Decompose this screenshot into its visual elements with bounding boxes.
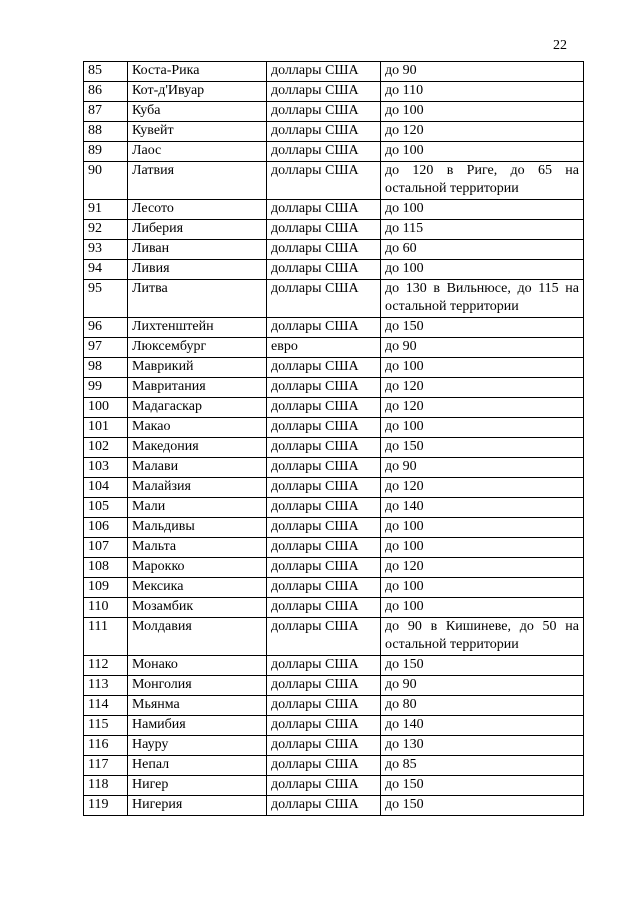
country-cell: Непал — [128, 756, 267, 776]
row-number-cell: 105 — [84, 498, 128, 518]
amount-cell: до 60 — [381, 240, 584, 260]
amount-cell: до 100 — [381, 142, 584, 162]
table-row — [84, 358, 584, 378]
country-cell: Мьянма — [128, 696, 267, 716]
currency-cell: доллары США — [267, 358, 381, 378]
country-cell: Лесото — [128, 200, 267, 220]
row-number-cell: 97 — [84, 338, 128, 358]
row-number-cell: 85 — [84, 62, 128, 82]
country-cell: Мальдивы — [128, 518, 267, 538]
country-cell: Латвия — [128, 162, 267, 200]
country-cell: Либерия — [128, 220, 267, 240]
currency-cell: доллары США — [267, 756, 381, 776]
row-number-cell: 86 — [84, 82, 128, 102]
currency-cell: доллары США — [267, 318, 381, 338]
currency-cell: доллары США — [267, 676, 381, 696]
country-cell: Марокко — [128, 558, 267, 578]
table-row — [84, 220, 584, 240]
table-row — [84, 736, 584, 756]
currency-cell: доллары США — [267, 578, 381, 598]
table-row — [84, 598, 584, 618]
table-row — [84, 82, 584, 102]
row-number-cell: 111 — [84, 618, 128, 656]
amount-cell: до 90 — [381, 62, 584, 82]
row-number-cell: 88 — [84, 122, 128, 142]
country-cell: Мавритания — [128, 378, 267, 398]
table-row — [84, 122, 584, 142]
table-row — [84, 142, 584, 162]
table-row — [84, 478, 584, 498]
amount-cell: до 100 — [381, 598, 584, 618]
table-row — [84, 796, 584, 816]
country-cell: Мадагаскар — [128, 398, 267, 418]
currency-cell: доллары США — [267, 82, 381, 102]
table-row — [84, 558, 584, 578]
amount-cell: до 80 — [381, 696, 584, 716]
table-row — [84, 418, 584, 438]
table-row — [84, 62, 584, 82]
amount-cell: до 90 — [381, 338, 584, 358]
currency-cell: доллары США — [267, 162, 381, 200]
row-number-cell: 89 — [84, 142, 128, 162]
table-row — [84, 240, 584, 260]
country-cell: Нигерия — [128, 796, 267, 816]
row-number-cell: 99 — [84, 378, 128, 398]
row-number-cell: 110 — [84, 598, 128, 618]
table-row — [84, 538, 584, 558]
row-number-cell: 115 — [84, 716, 128, 736]
row-number-cell: 95 — [84, 280, 128, 318]
amount-cell: до 120 — [381, 558, 584, 578]
table-row — [84, 378, 584, 398]
amount-cell: до 90 в Кишиневе, до 50 на остальной территории — [381, 618, 584, 656]
amount-cell: до 110 — [381, 82, 584, 102]
country-cell: Лихтенштейн — [128, 318, 267, 338]
table-row — [84, 458, 584, 478]
row-number-cell: 108 — [84, 558, 128, 578]
row-number-cell: 118 — [84, 776, 128, 796]
amount-cell: до 90 — [381, 676, 584, 696]
currency-cell: доллары США — [267, 458, 381, 478]
table-row — [84, 438, 584, 458]
row-number-cell: 113 — [84, 676, 128, 696]
row-number-cell: 98 — [84, 358, 128, 378]
row-number-cell: 112 — [84, 656, 128, 676]
country-cell: Кот-д'Ивуар — [128, 82, 267, 102]
country-cell: Монголия — [128, 676, 267, 696]
row-number-cell: 116 — [84, 736, 128, 756]
table-row — [84, 498, 584, 518]
country-cell: Куба — [128, 102, 267, 122]
row-number-cell: 90 — [84, 162, 128, 200]
currency-cell: доллары США — [267, 656, 381, 676]
currency-cell: доллары США — [267, 378, 381, 398]
table-row — [84, 102, 584, 122]
amount-cell: до 90 — [381, 458, 584, 478]
amount-cell: до 140 — [381, 498, 584, 518]
currency-cell: доллары США — [267, 220, 381, 240]
amount-cell: до 100 — [381, 518, 584, 538]
currency-cell: доллары США — [267, 776, 381, 796]
table-row — [84, 776, 584, 796]
row-number-cell: 91 — [84, 200, 128, 220]
amount-cell: до 100 — [381, 418, 584, 438]
currency-cell: доллары США — [267, 240, 381, 260]
currency-cell: доллары США — [267, 280, 381, 318]
currency-cell: доллары США — [267, 122, 381, 142]
page-number: 22 — [553, 38, 567, 53]
amount-cell: до 100 — [381, 578, 584, 598]
table-row — [84, 162, 584, 200]
table-row — [84, 318, 584, 338]
row-number-cell: 94 — [84, 260, 128, 280]
row-number-cell: 102 — [84, 438, 128, 458]
table-row — [84, 578, 584, 598]
country-allowance-table — [83, 61, 584, 816]
country-cell: Кувейт — [128, 122, 267, 142]
country-cell: Намибия — [128, 716, 267, 736]
country-cell: Люксембург — [128, 338, 267, 358]
currency-cell: доллары США — [267, 200, 381, 220]
amount-cell: до 85 — [381, 756, 584, 776]
row-number-cell: 103 — [84, 458, 128, 478]
table-row — [84, 280, 584, 318]
row-number-cell: 107 — [84, 538, 128, 558]
amount-cell: до 100 — [381, 260, 584, 280]
row-number-cell: 114 — [84, 696, 128, 716]
table-row — [84, 618, 584, 656]
country-cell: Маврикий — [128, 358, 267, 378]
table-row — [84, 656, 584, 676]
country-cell: Мали — [128, 498, 267, 518]
amount-cell: до 100 — [381, 200, 584, 220]
country-cell: Науру — [128, 736, 267, 756]
country-cell: Нигер — [128, 776, 267, 796]
country-cell: Ливан — [128, 240, 267, 260]
currency-cell: доллары США — [267, 538, 381, 558]
currency-cell: доллары США — [267, 438, 381, 458]
country-cell: Лаос — [128, 142, 267, 162]
table-row — [84, 676, 584, 696]
country-cell: Мозамбик — [128, 598, 267, 618]
country-cell: Малайзия — [128, 478, 267, 498]
row-number-cell: 101 — [84, 418, 128, 438]
amount-cell: до 130 — [381, 736, 584, 756]
row-number-cell: 92 — [84, 220, 128, 240]
amount-cell: до 150 — [381, 656, 584, 676]
country-cell: Молдавия — [128, 618, 267, 656]
row-number-cell: 93 — [84, 240, 128, 260]
amount-cell: до 150 — [381, 318, 584, 338]
row-number-cell: 109 — [84, 578, 128, 598]
currency-cell: доллары США — [267, 618, 381, 656]
currency-cell: доллары США — [267, 558, 381, 578]
row-number-cell: 117 — [84, 756, 128, 776]
amount-cell: до 120 в Риге, до 65 на остальной территории — [381, 162, 584, 200]
currency-cell: доллары США — [267, 418, 381, 438]
currency-cell: доллары США — [267, 102, 381, 122]
amount-cell: до 100 — [381, 358, 584, 378]
table-row — [84, 260, 584, 280]
amount-cell: до 120 — [381, 122, 584, 142]
row-number-cell: 106 — [84, 518, 128, 538]
amount-cell: до 115 — [381, 220, 584, 240]
table-row — [84, 518, 584, 538]
currency-cell: доллары США — [267, 498, 381, 518]
table-row — [84, 716, 584, 736]
currency-cell: доллары США — [267, 398, 381, 418]
currency-cell: доллары США — [267, 716, 381, 736]
country-cell: Коста-Рика — [128, 62, 267, 82]
table-row — [84, 398, 584, 418]
row-number-cell: 96 — [84, 318, 128, 338]
amount-cell: до 100 — [381, 538, 584, 558]
currency-cell: доллары США — [267, 260, 381, 280]
amount-cell: до 120 — [381, 398, 584, 418]
table-row — [84, 338, 584, 358]
currency-cell: доллары США — [267, 696, 381, 716]
country-cell: Мексика — [128, 578, 267, 598]
currency-cell: евро — [267, 338, 381, 358]
country-cell: Макао — [128, 418, 267, 438]
amount-cell: до 150 — [381, 776, 584, 796]
country-cell: Македония — [128, 438, 267, 458]
country-cell: Литва — [128, 280, 267, 318]
table-row — [84, 696, 584, 716]
currency-cell: доллары США — [267, 478, 381, 498]
row-number-cell: 100 — [84, 398, 128, 418]
currency-cell: доллары США — [267, 142, 381, 162]
currency-cell: доллары США — [267, 518, 381, 538]
amount-cell: до 100 — [381, 102, 584, 122]
country-cell: Малави — [128, 458, 267, 478]
amount-cell: до 150 — [381, 796, 584, 816]
amount-cell: до 120 — [381, 478, 584, 498]
currency-cell: доллары США — [267, 736, 381, 756]
row-number-cell: 119 — [84, 796, 128, 816]
amount-cell: до 120 — [381, 378, 584, 398]
currency-cell: доллары США — [267, 62, 381, 82]
table-row — [84, 756, 584, 776]
country-cell: Монако — [128, 656, 267, 676]
table-row — [84, 200, 584, 220]
amount-cell: до 150 — [381, 438, 584, 458]
amount-cell: до 130 в Вильнюсе, до 115 на остальной территории — [381, 280, 584, 318]
row-number-cell: 87 — [84, 102, 128, 122]
country-cell: Ливия — [128, 260, 267, 280]
row-number-cell: 104 — [84, 478, 128, 498]
currency-cell: доллары США — [267, 796, 381, 816]
amount-cell: до 140 — [381, 716, 584, 736]
country-cell: Мальта — [128, 538, 267, 558]
currency-cell: доллары США — [267, 598, 381, 618]
